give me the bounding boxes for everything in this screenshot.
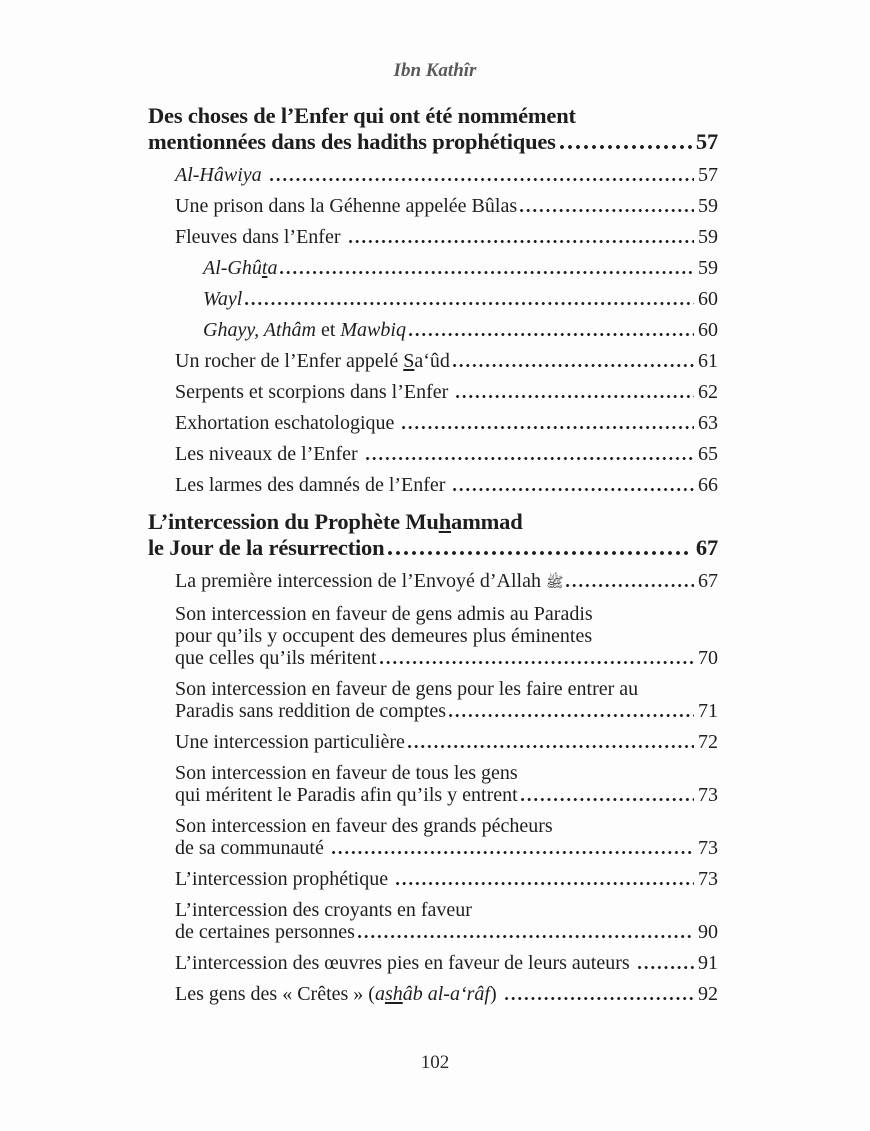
- toc-list: [148, 103, 718, 1014]
- toc-entry-title: Serpents et scorpions dans l’Enfer: [175, 381, 454, 403]
- toc-entry: [148, 983, 718, 1005]
- dot-leader: [380, 661, 694, 664]
- toc-entry-line: [175, 226, 718, 248]
- toc-page-ref: 71: [698, 700, 718, 722]
- toc-page-ref: 65: [698, 443, 718, 465]
- toc-page-ref: 60: [698, 319, 718, 341]
- dot-leader: [520, 209, 694, 212]
- toc-entry-title: L’intercession des œuvres pies en faveur de leurs auteurs: [175, 952, 635, 974]
- toc-page-ref: 57: [695, 129, 718, 154]
- dot-leader: [638, 966, 694, 969]
- toc-page-ref: 60: [698, 288, 718, 310]
- toc-page-ref: 66: [698, 474, 718, 496]
- saw-symbol: ﷺ: [545, 575, 564, 591]
- toc-entry-title: qui méritent le Paradis afin qu’ils y entrent: [175, 784, 518, 806]
- toc-entry-title: Son intercession en faveur des grands pécheurs: [175, 815, 553, 837]
- toc-entry-line: [175, 815, 718, 837]
- toc-entry: [148, 350, 718, 372]
- dot-leader: [566, 584, 694, 587]
- toc-entry-title: pour qu’ils y occupent des demeures plus éminentes: [175, 625, 593, 647]
- page-number: 102: [420, 1052, 450, 1073]
- toc-entry-line: [175, 983, 718, 1005]
- toc-entry: [148, 443, 718, 465]
- toc-entry-title: de certaines personnes: [175, 921, 355, 943]
- toc-entry-line: [175, 381, 718, 403]
- toc-page-ref: 90: [698, 921, 718, 943]
- toc-entry-title: Paradis sans reddition de comptes: [175, 700, 447, 722]
- dot-leader: [245, 302, 694, 305]
- toc-entry-line: [148, 103, 718, 129]
- toc-entry-line: [175, 603, 718, 625]
- toc-entry: [148, 412, 718, 434]
- toc-entry-line: [175, 443, 718, 465]
- toc-entry-title: le Jour de la résurrection: [148, 535, 385, 560]
- toc-entry-title: Son intercession en faveur de gens pour les faire entrer au: [175, 678, 639, 700]
- toc-entry-line: [175, 868, 718, 890]
- toc-entry-title: Un rocher de l’Enfer appelé Sa‘ûd: [175, 350, 450, 372]
- dot-leader: [358, 935, 694, 938]
- toc-page-ref: 72: [698, 731, 718, 753]
- toc-entry: [148, 731, 718, 753]
- toc-page-ref: 73: [698, 868, 718, 890]
- toc-entry-line: [175, 474, 718, 496]
- toc-page-ref: 92: [698, 983, 718, 1005]
- dot-leader: [505, 997, 694, 1000]
- dot-leader: [270, 178, 694, 181]
- toc-entry-title: L’intercession prophétique: [175, 868, 394, 890]
- running-head: Ibn Kathîr: [393, 60, 477, 81]
- toc-entry: [148, 603, 718, 669]
- toc-entry-line: [175, 195, 718, 217]
- dot-leader: [402, 426, 694, 429]
- toc-entry: [148, 381, 718, 403]
- toc-entry-line: [148, 509, 718, 535]
- dot-leader: [396, 882, 694, 885]
- toc-entry: [148, 509, 718, 561]
- toc-entry-title: Ghayy, Athâm et Mawbiq: [203, 319, 406, 341]
- toc-entry: [148, 195, 718, 217]
- toc-entry-title: Exhortation eschatologique: [175, 412, 400, 434]
- toc-entry-title: que celles qu’ils méritent: [175, 647, 377, 669]
- toc-page-ref: 59: [698, 226, 718, 248]
- toc-entry: [148, 319, 718, 341]
- toc-entry: [148, 762, 718, 806]
- toc-entry: [148, 678, 718, 722]
- toc-page-ref: 91: [698, 952, 718, 974]
- toc-entry-line: [175, 731, 718, 753]
- toc-entry-line: [175, 678, 718, 700]
- toc-entry: [148, 952, 718, 974]
- dot-leader: [388, 551, 691, 555]
- toc-entry-title: de sa communauté: [175, 837, 329, 859]
- toc-entry-title: Son intercession en faveur de tous les gens: [175, 762, 518, 784]
- dot-leader: [280, 271, 694, 274]
- toc-page-ref: 73: [698, 784, 718, 806]
- toc-entry: [148, 164, 718, 186]
- toc-entry: [148, 899, 718, 943]
- toc-page-ref: 62: [698, 381, 718, 403]
- toc-entry-title: Son intercession en faveur de gens admis au Paradis: [175, 603, 593, 625]
- toc-entry-line: [175, 899, 718, 921]
- toc-entry-title: Al-Hâwiya: [175, 164, 267, 186]
- toc-entry: [148, 103, 718, 155]
- toc-page-ref: 70: [698, 647, 718, 669]
- toc-entry-line: [175, 837, 718, 859]
- toc-entry-title: Wayl: [203, 288, 243, 310]
- toc-page-ref: 59: [698, 257, 718, 279]
- toc-page-ref: 67: [695, 535, 718, 560]
- dot-leader: [349, 240, 694, 243]
- toc-page-ref: 61: [698, 350, 718, 372]
- toc-entry-title: Une intercession particulière: [175, 731, 405, 753]
- toc-entry-title: Al-Ghûta: [203, 257, 278, 279]
- toc-entry-line: [175, 350, 718, 372]
- dot-leader: [453, 364, 694, 367]
- toc-entry-title: Les larmes des damnés de l’Enfer: [175, 474, 451, 496]
- dot-leader: [332, 851, 694, 854]
- dot-leader: [456, 395, 694, 398]
- toc-entry: [148, 570, 718, 594]
- toc-entry-line: [175, 412, 718, 434]
- toc-entry: [148, 257, 718, 279]
- toc-entry: [148, 868, 718, 890]
- toc-entry-title: La première intercession de l’Envoyé d’Allah ﷺ: [175, 570, 564, 592]
- toc-entry-line: [148, 129, 718, 155]
- toc-page-ref: 57: [698, 164, 718, 186]
- toc-entry: [148, 288, 718, 310]
- toc-page-ref: 67: [698, 570, 718, 592]
- toc-entry-line: [175, 921, 718, 943]
- toc-entry: [148, 815, 718, 859]
- dot-leader: [453, 488, 694, 491]
- toc-page-ref: 73: [698, 837, 718, 859]
- dot-leader: [408, 745, 694, 748]
- toc-entry: [148, 226, 718, 248]
- toc-entry-line: [175, 700, 718, 722]
- dot-leader: [409, 333, 694, 336]
- toc-entry-title: mentionnées dans des hadiths prophétiques: [148, 129, 556, 154]
- dot-leader: [521, 798, 694, 801]
- toc-entry: [148, 474, 718, 496]
- toc-entry-line: [203, 319, 718, 341]
- dot-leader: [366, 457, 694, 460]
- toc-entry-line: [175, 570, 718, 594]
- toc-entry-line: [203, 257, 718, 279]
- dot-leader: [560, 145, 692, 149]
- toc-entry-title: Fleuves dans l’Enfer: [175, 226, 346, 248]
- toc-entry-title: L’intercession des croyants en faveur: [175, 899, 472, 921]
- toc-entry-title: Une prison dans la Géhenne appelée Bûlas: [175, 195, 518, 217]
- toc-entry-line: [148, 535, 718, 561]
- toc-entry-line: [175, 164, 718, 186]
- toc-page-ref: 63: [698, 412, 718, 434]
- toc-entry-line: [203, 288, 718, 310]
- toc-entry-line: [175, 762, 718, 784]
- toc-entry-title: Les gens des « Crêtes » (ashâb al-a‘râf): [175, 983, 502, 1005]
- toc-page-ref: 59: [698, 195, 718, 217]
- dot-leader: [449, 714, 694, 717]
- toc-entry-line: [175, 952, 718, 974]
- toc-entry-title: Des choses de l’Enfer qui ont été nommément: [148, 103, 576, 128]
- toc-entry-line: [175, 647, 718, 669]
- toc-entry-title: L’intercession du Prophète Muhammad: [148, 509, 523, 534]
- toc-entry-line: [175, 784, 718, 806]
- toc-entry-line: [175, 625, 718, 647]
- toc-entry-title: Les niveaux de l’Enfer: [175, 443, 363, 465]
